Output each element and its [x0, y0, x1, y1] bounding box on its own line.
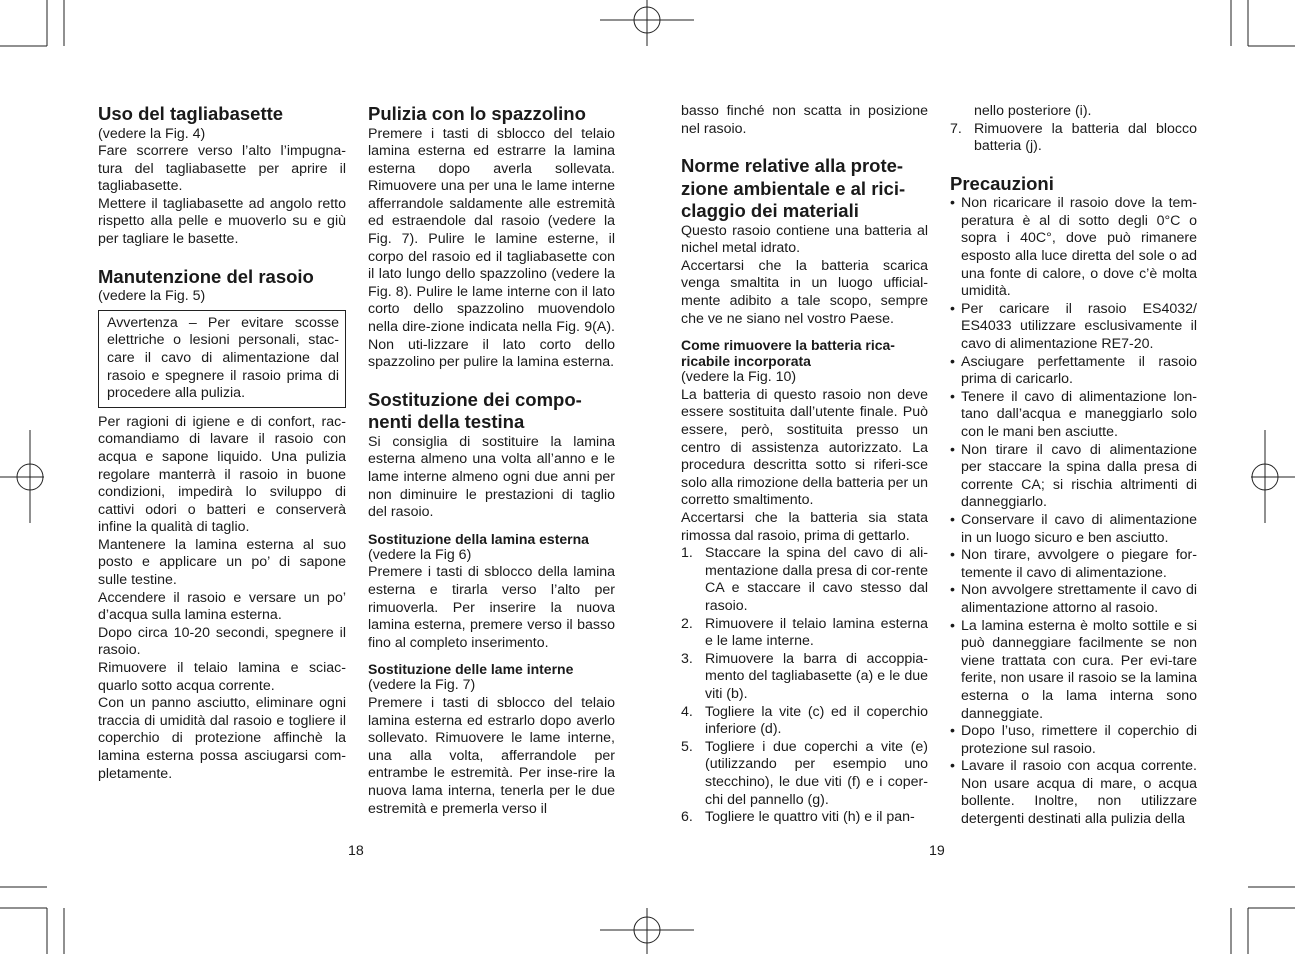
section-title: Sostituzione dei compo-nenti della testina [368, 388, 582, 433]
warning-box [98, 310, 346, 408]
bullet-item: • Per caricare il rasoio ES4032/ ES4033 utilizzare esclusivamente il cavo di alimentazione RE7-20. [950, 301, 1197, 354]
paragraph: Accendere il rasoio e versare un po’ d’acqua sulla lamina esterna. [98, 589, 346, 624]
step-text: Staccare la spina del cavo di ali-mentazione dalla presa di cor-rente CA e staccare il cavo stesso dal rasoio. [705, 545, 928, 614]
bullet-item: • Non tirare il cavo di alimentazione per staccare la spina dalla presa di corrente CA; si rischia altrimenti di danneggiarlo. [950, 442, 1197, 512]
paragraph: Per ragioni di igiene e di confort, rac-comandiamo di lavare il rasoio con acqua e sapone liquido. Una pulizia regolare manterrà il rasoio in buone condizioni, impedirà lo sviluppo di cattivi odori o batteri e conserverà infine la qualità di taglio. [98, 413, 346, 536]
bullet-item: • Tenere il cavo di alimentazione lon-tano dall’acqua e maneggiarlo solo con le mani ben asciutte. [950, 389, 1197, 442]
list-item [950, 121, 1197, 156]
paragraph-continued: basso finché non scatta in posizione nel rasoio. [681, 103, 928, 137]
removal-steps-list-continued [950, 103, 1197, 156]
paragraph: Fare scorrere verso l’alto l’impugna-tura del tagliabasette per aprire il tagliabasette. [98, 143, 346, 195]
bullet-item: • Non avvolgere strettamente il cavo di alimentazione attorno al rasoio. [950, 582, 1197, 617]
subsection-title: Come rimuovere la batteria rica-ricabile incorporata [681, 337, 895, 370]
paragraph: Con un panno asciutto, eliminare ogni traccia di umidità dal rasoio e togliere il coperchio di protezione affinchè la lamina esterna possa asciugarsi com-pletamente. [98, 695, 346, 782]
step-number: 7. [950, 120, 962, 137]
bullet-item: • Conservare il cavo di alimentazione in un luogo sicuro e ben asciutto. [950, 512, 1197, 547]
paragraph: Si consiglia di sostituire la lamina esterna almeno una volta all’anno e le lame interne almeno ogni due anni per non diminuire le prestazioni di taglio del rasoio. [368, 433, 615, 521]
paragraph: Rimuovere il telaio lamina e sciac-quarlo sotto acqua corrente. [98, 660, 346, 694]
column-4 [950, 103, 1197, 829]
bullet-item: • Lavare il rasoio con acqua corrente. Non usare acqua di mare, o acqua bollente. Inoltre, non utilizzare detergenti destinati alla pulizia della [950, 758, 1197, 828]
figure-reference: (vedere la Fig. 7) [368, 677, 476, 694]
subsection-title: Sostituzione delle lame interne [368, 661, 574, 678]
bullet-item: • Asciugare perfettamente il rasoio prima di caricarlo. [950, 354, 1197, 389]
step-text: nello posteriore (i). [974, 103, 1092, 119]
list-item [681, 651, 928, 704]
section-title: Uso del tagliabasette [98, 103, 284, 124]
paragraph: Premere i tasti di sblocco del telaio lamina esterna ed estrarlo dopo averlo sollevato. Rimuovere le lame interne, una alla volta, afferrandole per entrambe le estremità. Per inse-rire la nuova lama interna, tenerla per le due estremità e premerla verso il [368, 694, 615, 817]
precautions-list [950, 195, 1197, 828]
list-item-continued [950, 103, 1197, 121]
section-title: Precauzioni [950, 172, 1054, 194]
figure-reference: (vedere la Fig. 5) [98, 288, 206, 305]
bullet-item: • Dopo l’uso, rimettere il coperchio di protezione sul rasoio. [950, 723, 1197, 758]
paragraph: Questo rasoio contiene una batteria al nichel metal idrato. [681, 222, 928, 257]
step-number: 2. [681, 615, 693, 632]
step-number: 1. [681, 545, 693, 562]
figure-reference: (vedere la Fig. 4) [98, 125, 206, 142]
figure-reference: (vedere la Fig. 10) [681, 369, 797, 386]
page-number-left: 18 [348, 843, 364, 859]
bullet-item: • Non ricaricare il rasoio dove la tem-peratura è al di sotto degli 0°C o sopra i 40C°, dove può rimanere esposto alla luce diretta del sole o ad una fonte di calore, o dove c’è molta umidità. [950, 195, 1197, 301]
page-number-right: 19 [929, 843, 945, 859]
step-text: Rimuovere il telaio lamina esterna e le lame interne. [705, 615, 928, 650]
step-text: Rimuovere la barra di accoppia-mento del tagliabasette (a) e le due viti (b). [705, 650, 928, 702]
subsection-title: Sostituzione della lamina esterna [368, 530, 589, 547]
section-title: Manutenzione del rasoio [98, 265, 314, 287]
paragraph: Mantenere la lamina esterna al suo posto e applicare un po’ di sapone sulle testine. [98, 536, 346, 589]
list-item [681, 616, 928, 651]
column-3 [681, 103, 928, 827]
paragraph: Mettere il tagliabasette ad angolo retto rispetto alla pelle e muoverlo su e giù per tagliare le basette. [98, 195, 346, 248]
bullet-item: • Non tirare, avvolgere o piegare for-temente il cavo di alimentazione. [950, 547, 1197, 582]
paragraph: La batteria di questo rasoio non deve essere sostituita dall’utente finale. Può essere, però, sostituita presso un centro di assistenza autorizzato. La procedura descritta sotto si riferi-sce solo alla rimozione della batteria per un corretto smaltimento. [681, 386, 928, 509]
step-number: 6. [681, 809, 693, 826]
paragraph: Accertarsi che la batteria sia stata rimossa dal rasoio, prima di gettarlo. [681, 510, 928, 544]
list-item [681, 809, 928, 827]
removal-steps-list [681, 545, 928, 827]
step-number: 3. [681, 650, 693, 667]
paragraph: Accertarsi che la batteria scarica venga smaltita in un luogo ufficial-mente adibito a tale scopo, sempre che ve ne siano nel vostro Paese. [681, 257, 928, 327]
step-text: Rimuovere la batteria dal blocco batteria (j). [974, 120, 1197, 155]
figure-reference: (vedere la Fig 6) [368, 546, 472, 563]
step-number: 5. [681, 738, 693, 755]
step-text: Togliere la vite (c) ed il coperchio inferiore (d). [705, 703, 928, 738]
bullet-item: • La lamina esterna è molto sottile e si può danneggiare facilmente se non viene trattata con cura. Per evi-tare ferite, non usare il rasoio se la lamina esterna o la lama interna sono danneggiate. [950, 618, 1197, 724]
list-item [681, 545, 928, 615]
section-title: Norme relative alla prote-zione ambientale e al rici-claggio dei materiali [681, 155, 906, 222]
column-2 [368, 103, 615, 818]
column-1 [98, 103, 346, 783]
section-title: Pulizia con lo spazzolino [368, 103, 586, 124]
list-item [681, 704, 928, 739]
step-number: 4. [681, 703, 693, 720]
paragraph: Premere i tasti di sblocco della lamina esterna e tirarla verso l’alto per rimuoverla. Per inserire la nuova lamina esterna, premere verso il basso fino al completo inserimento. [368, 564, 615, 651]
list-item [681, 739, 928, 809]
paragraph: Dopo circa 10-20 secondi, spegnere il rasoio. [98, 624, 346, 659]
warning-text: Avvertenza – Per evitare scosse elettriche o lesioni personali, stac-care il cavo di alimentazione dal rasoio e spegnere il rasoio prima di procedere alla pulizia. [107, 314, 339, 402]
paragraph: Premere i tasti di sblocco del telaio lamina esterna ed estrarre la lamina esterna dopo averla sollevata. Rimuovere una per una le lame interne afferrandole saldamente alle estremità ed estraendole dal rasoio (vedere la Fig. 7). Pulire le lamine esterne, il corpo del rasoio ed il tagliabasette con il lato lungo dello spazzolino (vedere la Fig. 8). Pulire le lame interne con il lato corto dello spazzolino muovendolo nella dire-zione indicata nella Fig. 9(A). Non uti-lizzare il lato corto dello spazzolino per pulire la lamina esterna. [368, 125, 615, 371]
step-text: Togliere i due coperchi a vite (e) (utilizzando per esempio uno stecchino), le due viti (f) e i coper-chi del pannello (g). [705, 738, 928, 808]
step-text: Togliere le quattro viti (h) e il pan- [705, 809, 915, 826]
